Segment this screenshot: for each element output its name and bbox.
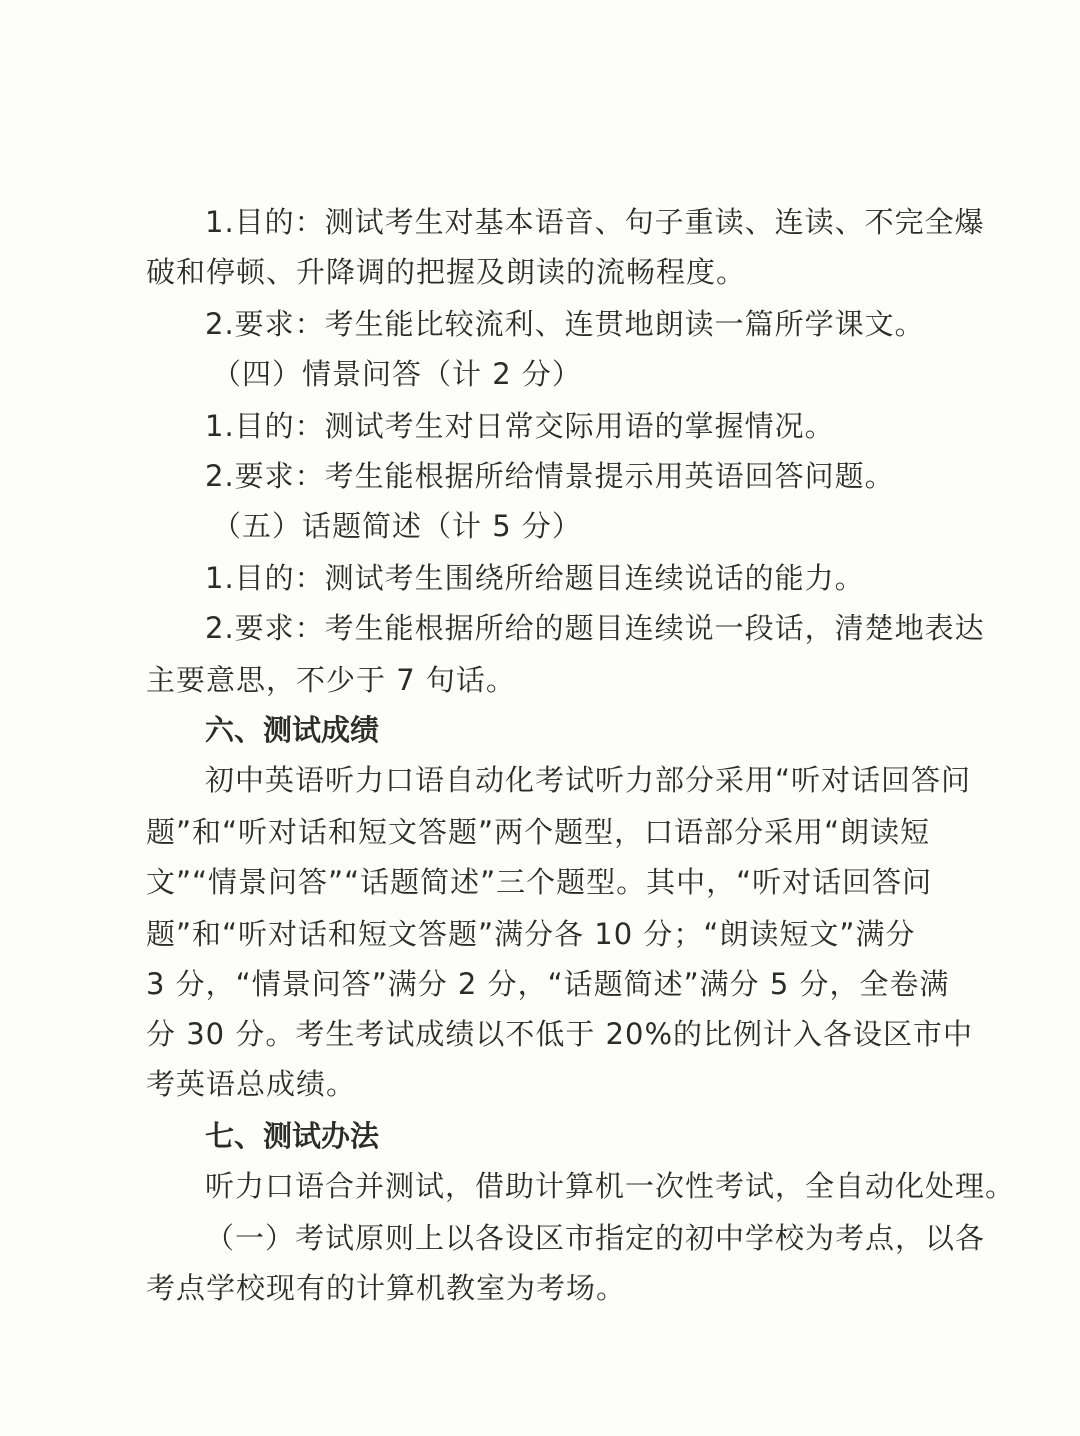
text-line: 考点学校现有的计算机教室为考场。: [146, 1271, 627, 1305]
section-heading: 七、测试办法: [205, 1119, 380, 1153]
text-line: 初中英语听力口语自动化考试听力部分采用“听对话回答问: [205, 763, 972, 797]
text-line: 分 30 分。考生考试成绩以不低于 20%的比例计入各设区市中: [146, 1017, 974, 1051]
section-heading: 六、测试成绩: [205, 713, 380, 747]
text-line: 2.要求：考生能根据所给的题目连续说一段话，清楚地表达: [205, 611, 985, 645]
text-line: 2.要求：考生能比较流利、连贯地朗读一篇所学课文。: [205, 307, 925, 341]
text-line: 题”和“听对话和短文答题”满分各 10 分；“朗读短文”满分: [146, 917, 916, 951]
text-line: 1.目的：测试考生围绕所给题目连续说话的能力。: [205, 561, 865, 595]
text-line: 2.要求：考生能根据所给情景提示用英语回答问题。: [205, 459, 895, 493]
text-line: 主要意思，不少于 7 句话。: [146, 663, 516, 697]
text-line: 文”“情景问答”“话题简述”三个题型。其中，“听对话回答问: [146, 865, 933, 899]
text-line: 1.目的：测试考生对基本语音、句子重读、连读、不完全爆: [205, 205, 985, 239]
text-line: 1.目的：测试考生对日常交际用语的掌握情况。: [205, 409, 835, 443]
text-line: （一）考试原则上以各设区市指定的初中学校为考点，以各: [205, 1221, 986, 1255]
section-heading: （四）情景问答（计 2 分）: [212, 357, 582, 391]
text-line: 3 分，“情景问答”满分 2 分，“话题简述”满分 5 分，全卷满: [146, 967, 950, 1001]
text-line: 听力口语合并测试，借助计算机一次性考试，全自动化处理。: [205, 1169, 1016, 1203]
section-heading: （五）话题简述（计 5 分）: [212, 509, 582, 543]
text-line: 考英语总成绩。: [146, 1067, 357, 1101]
text-line: 题”和“听对话和短文答题”两个题型，口语部分采用“朗读短: [146, 815, 931, 849]
text-line: 破和停顿、升降调的把握及朗读的流畅程度。: [146, 255, 747, 289]
